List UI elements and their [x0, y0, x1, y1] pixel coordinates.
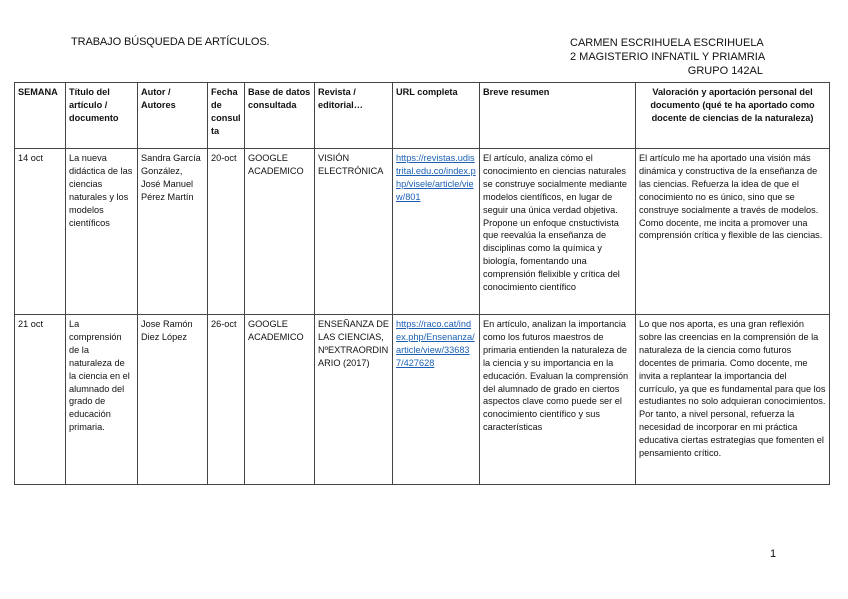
cell-titulo: La nueva didáctica de las ciencias naturales y los modelos científicos — [66, 149, 138, 315]
col-header-revista: Revista / editorial… — [315, 83, 393, 149]
col-header-titulo: Título del artículo / documento — [66, 83, 138, 149]
col-header-url: URL completa — [393, 83, 480, 149]
cell-fecha: 26-oct — [208, 315, 245, 485]
page-number: 1 — [770, 548, 777, 560]
col-header-fecha: Fecha de consulta — [208, 83, 245, 149]
table-header-row — [15, 83, 830, 149]
col-header-valoracion: Valoración y aportación personal del documento (qué te ha aportado como docente de ciencias de la naturaleza) — [636, 83, 830, 149]
cell-revista: VISIÓN ELECTRÓNICA — [315, 149, 393, 315]
cell-base: GOOGLE ACADEMICO — [245, 149, 315, 315]
table-row — [15, 315, 830, 485]
group-name: GRUPO 142AL — [687, 65, 763, 77]
cell-semana: 21 oct — [15, 315, 66, 485]
col-header-autores: Autor / Autores — [138, 83, 208, 149]
cell-revista: ENSEÑANZA DE LAS CIENCIAS, NºEXTRAORDINARIO (2017) — [315, 315, 393, 485]
cell-resumen: El artículo, analiza cómo el conocimiento en ciencias naturales se construye socialmente mediante modelos científicos, en lugar de seguir una única verdad objetiva. Propone un enfoque cnstuctivista que reevalúa la enseñanza de disciplinas como la química y biología, fomentando una comprensión flelixible y crítica del conocimiento científico — [480, 149, 636, 315]
cell-resumen: En artículo, analizan la importancia como los futuros maestros de primaria entienden la naturaleza de la ciencia y su importancia en la educación. Evaluan la comprensión del alumnado de grado en ciertos aspectos clave como puede ser el conocimiento científico y sus características — [480, 315, 636, 485]
cell-autores: Jose Ramón Diez López — [138, 315, 208, 485]
author-name: CARMEN ESCRIHUELA ESCRIHUELA — [570, 37, 764, 49]
table-row — [15, 149, 830, 315]
article-url-link[interactable]: https://raco.cat/index.php/Ensenanza/article/view/336837/427628 — [396, 319, 475, 368]
col-header-semana: SEMANA — [15, 83, 66, 149]
article-url-link[interactable]: https://revistas.udistrital.edu.co/index.php/visele/article/view/801 — [396, 153, 476, 202]
course-name: 2 MAGISTERIO INFNATIL Y PRIAMRIA — [570, 51, 766, 63]
cell-titulo: La comprensión de la naturaleza de la ciencia en el alumnado del grado de educación primaria. — [66, 315, 138, 485]
col-header-resumen: Breve resumen — [480, 83, 636, 149]
cell-fecha: 20-oct — [208, 149, 245, 315]
cell-url — [393, 149, 480, 315]
cell-valoracion: Lo que nos aporta, es una gran reflexión sobre las creencias en la comprensión de la naturaleza de la ciencia como futuros docentes de primaria. Como docente, me invita a replantear la importancia del currículo, ya que es fundamental para que los estudiantes no solo adquieran conocimientos. Por tanto, a nivel personal, refuerza la necesidad de incorporar en mi práctica educativa ciertas estrategias que fomenten el pensamiento crítico. — [636, 315, 830, 485]
col-header-base: Base de datos consultada — [245, 83, 315, 149]
cell-url — [393, 315, 480, 485]
cell-valoracion: El artículo me ha aportado una visión más dinámica y constructiva de la enseñanza de las ciencias. Refuerza la idea de que el conocimiento no es único, sino que se construye socialmente a través de modelos. Como docente, me incita a promover una comprensión crítica y flexible de las ciencias. — [636, 149, 830, 315]
cell-autores: Sandra García González, José Manuel Pérez Martín — [138, 149, 208, 315]
cell-base: GOOGLE ACADEMICO — [245, 315, 315, 485]
cell-semana: 14 oct — [15, 149, 66, 315]
author-block — [560, 36, 766, 78]
articles-table — [14, 82, 830, 485]
document-title: TRABAJO BÚSQUEDA DE ARTÍCULOS. — [71, 36, 270, 48]
